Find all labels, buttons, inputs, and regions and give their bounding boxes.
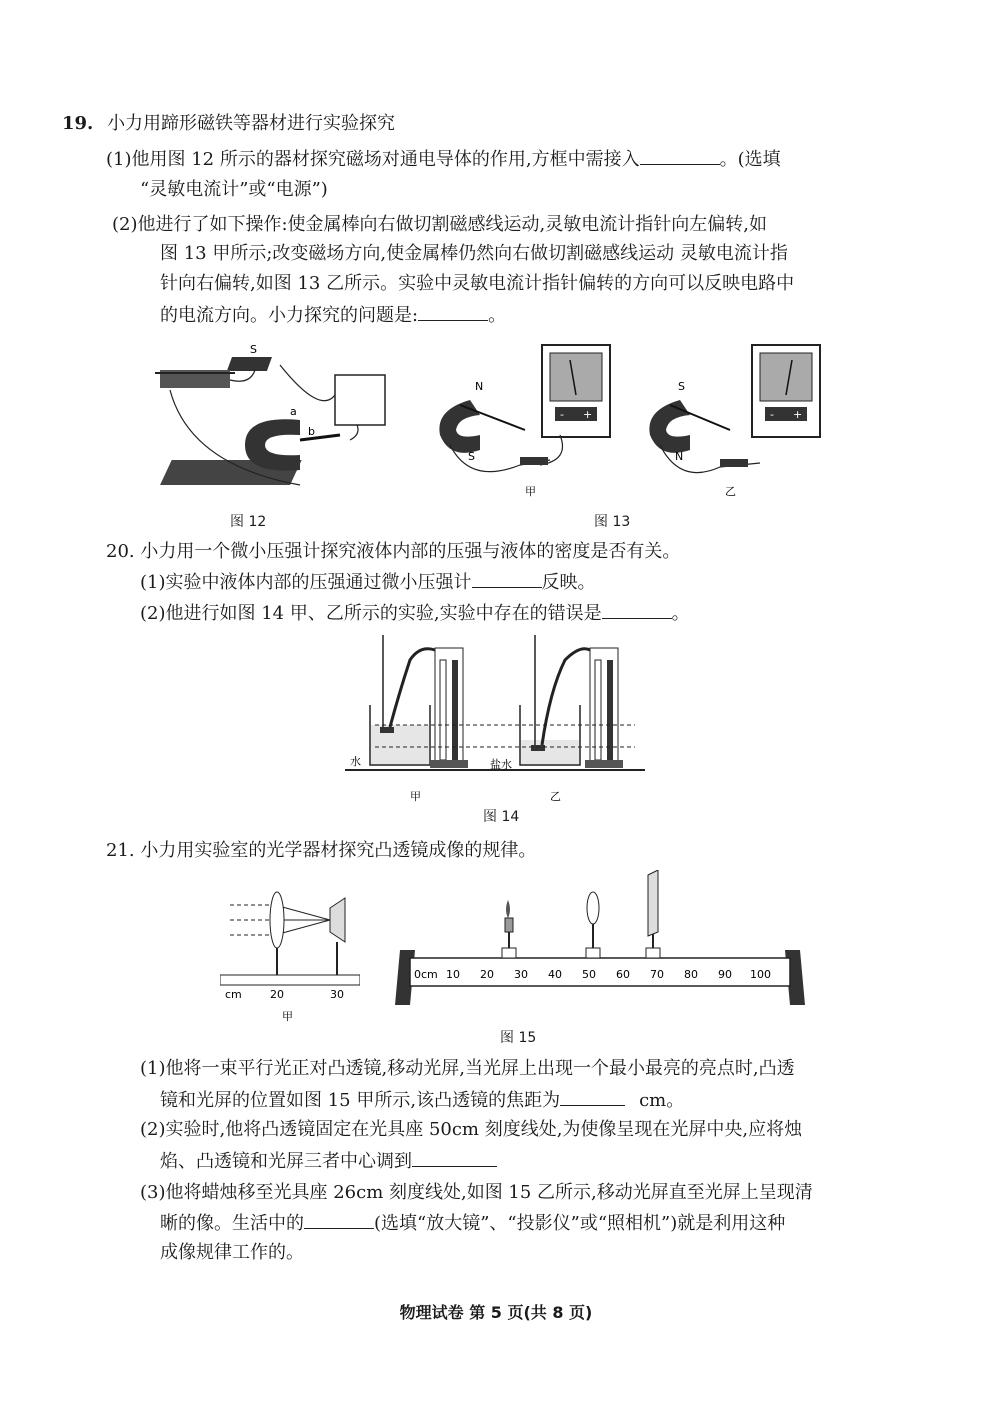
- bench-80: 80: [684, 968, 698, 981]
- figure-12-apparatus: [150, 335, 420, 500]
- plus-terminal: +: [583, 408, 593, 421]
- q20-p2-end: 。: [671, 603, 690, 624]
- q21-stem: 21. 小力用实验室的光学器材探究凸透镜成像的规律。: [106, 840, 537, 861]
- answer-blank[interactable]: [640, 146, 720, 165]
- q20-stem: 20. 小力用一个微小压强计探究液体内部的压强与液体的密度是否有关。: [106, 541, 681, 562]
- q19-number: 19.: [62, 113, 94, 134]
- q19-part2-line4: [160, 302, 506, 329]
- plus-terminal-yi: +: [793, 408, 803, 421]
- figure-15-yi-optical-bench: [390, 870, 810, 1010]
- q20-p1-end: 反映。: [541, 572, 596, 593]
- label-jia-15: 甲: [282, 1010, 293, 1023]
- q20-part2: [140, 600, 690, 627]
- empty-box: [335, 375, 385, 425]
- bench-0: 0cm: [414, 968, 438, 981]
- bench-100: 100: [750, 968, 771, 981]
- label-brine: 盐水: [490, 758, 512, 771]
- answer-blank[interactable]: [412, 1148, 497, 1167]
- bench-10: 10: [446, 968, 460, 981]
- label-jia-14: 甲: [410, 790, 421, 803]
- bench-70: 70: [650, 968, 664, 981]
- q21-p1-unit: cm。: [639, 1090, 685, 1111]
- pole-n-jia: N: [475, 380, 484, 393]
- q19-stem: [62, 111, 395, 137]
- label-yi-13: 乙: [725, 485, 736, 498]
- ruler-20: 20: [270, 988, 284, 1001]
- label-b: b: [308, 425, 315, 438]
- q21-p3-text-c: (选填“放大镜”、“投影仪”或“照相机”)就是利用这种: [374, 1213, 786, 1234]
- q21-p1-text-b: 镜和光屏的位置如图 15 甲所示,该凸透镜的焦距为: [160, 1090, 561, 1111]
- figure-13-galvanometer-setups: [430, 335, 830, 500]
- answer-blank[interactable]: [560, 1087, 625, 1106]
- q20-part1: [140, 569, 596, 596]
- q19-p2-text-d: 的电流方向。小力探究的问题是:: [160, 305, 419, 326]
- q21-part2-line2: [160, 1148, 497, 1175]
- figure-15-caption: 图 15: [500, 1030, 537, 1046]
- q19-stem-text: 小力用蹄形磁铁等器材进行实验探究: [107, 113, 396, 134]
- pole-s-yi: S: [678, 380, 685, 393]
- label-yi-14: 乙: [550, 790, 561, 803]
- answer-blank[interactable]: [472, 569, 542, 588]
- q21-part3-line3: 成像规律工作的。: [160, 1242, 304, 1263]
- q21-part1-line1: (1)他将一束平行光正对凸透镜,移动光屏,当光屏上出现一个最小最亮的亮点时,凸透: [140, 1058, 795, 1079]
- q19-p2-end: 。: [488, 305, 507, 326]
- minus-terminal: -: [560, 408, 564, 421]
- page-footer: 物理试卷 第 5 页(共 8 页): [399, 1303, 593, 1322]
- figure-14-caption: 图 14: [483, 809, 520, 825]
- bench-30: 30: [514, 968, 528, 981]
- q19-part2-line1: (2)他进行了如下操作:使金属棒向右做切割磁感线运动,灵敏电流计指针向左偏转,如: [112, 214, 768, 235]
- bench-20: 20: [480, 968, 494, 981]
- pole-s-jia: S: [468, 450, 475, 463]
- answer-blank[interactable]: [418, 302, 488, 321]
- switch-label: S: [250, 343, 257, 356]
- figure-14-pressure-gauge: [345, 630, 645, 805]
- figure-12-caption: 图 12: [230, 514, 267, 530]
- bench-50: 50: [582, 968, 596, 981]
- label-jia-13: 甲: [525, 485, 536, 498]
- minus-terminal-yi: -: [770, 408, 774, 421]
- q21-part3-line1: (3)他将蜡烛移至光具座 26cm 刻度线处,如图 15 乙所示,移动光屏直至光屏上呈现清: [140, 1182, 813, 1203]
- q20-p1-text: (1)实验中液体内部的压强通过微小压强计: [140, 572, 472, 593]
- q21-part2-line1: (2)实验时,他将凸透镜固定在光具座 50cm 刻度线处,为使像呈现在光屏中央,应将烛: [140, 1119, 803, 1140]
- q21-part3-line2: [160, 1210, 785, 1237]
- q21-part1-line2: [160, 1087, 684, 1114]
- q19-part1-line1: [106, 146, 781, 173]
- ruler-cm: cm: [225, 988, 242, 1001]
- figure-15-jia-focal: [220, 880, 360, 1025]
- q19-p1-text-b: 。(选填: [719, 149, 781, 170]
- figure-13-caption: 图 13: [594, 514, 631, 530]
- answer-blank[interactable]: [602, 600, 672, 619]
- label-a: a: [290, 405, 297, 418]
- ruler-30: 30: [330, 988, 344, 1001]
- q19-p1-text: (1)他用图 12 所示的器材探究磁场对通电导体的作用,方框中需接入: [106, 149, 640, 170]
- q19-part1-line2: “灵敏电流计”或“电源”): [140, 179, 328, 200]
- bench-90: 90: [718, 968, 732, 981]
- q19-part2-line3: 针向右偏转,如图 13 乙所示。实验中灵敏电流计指针偏转的方向可以反映电路中: [160, 273, 795, 294]
- q20-p2-text: (2)他进行如图 14 甲、乙所示的实验,实验中存在的错误是: [140, 603, 602, 624]
- bench-60: 60: [616, 968, 630, 981]
- label-water: 水: [350, 755, 361, 768]
- q21-p3-text-b: 晰的像。生活中的: [160, 1213, 304, 1234]
- answer-blank[interactable]: [304, 1210, 374, 1229]
- q19-part2-line2: 图 13 甲所示;改变磁场方向,使金属棒仍然向右做切割磁感线运动 灵敏电流计指: [160, 243, 788, 264]
- pole-n-yi: N: [675, 450, 684, 463]
- bench-40: 40: [548, 968, 562, 981]
- q21-p2-text-b: 焰、凸透镜和光屏三者中心调到: [160, 1151, 412, 1172]
